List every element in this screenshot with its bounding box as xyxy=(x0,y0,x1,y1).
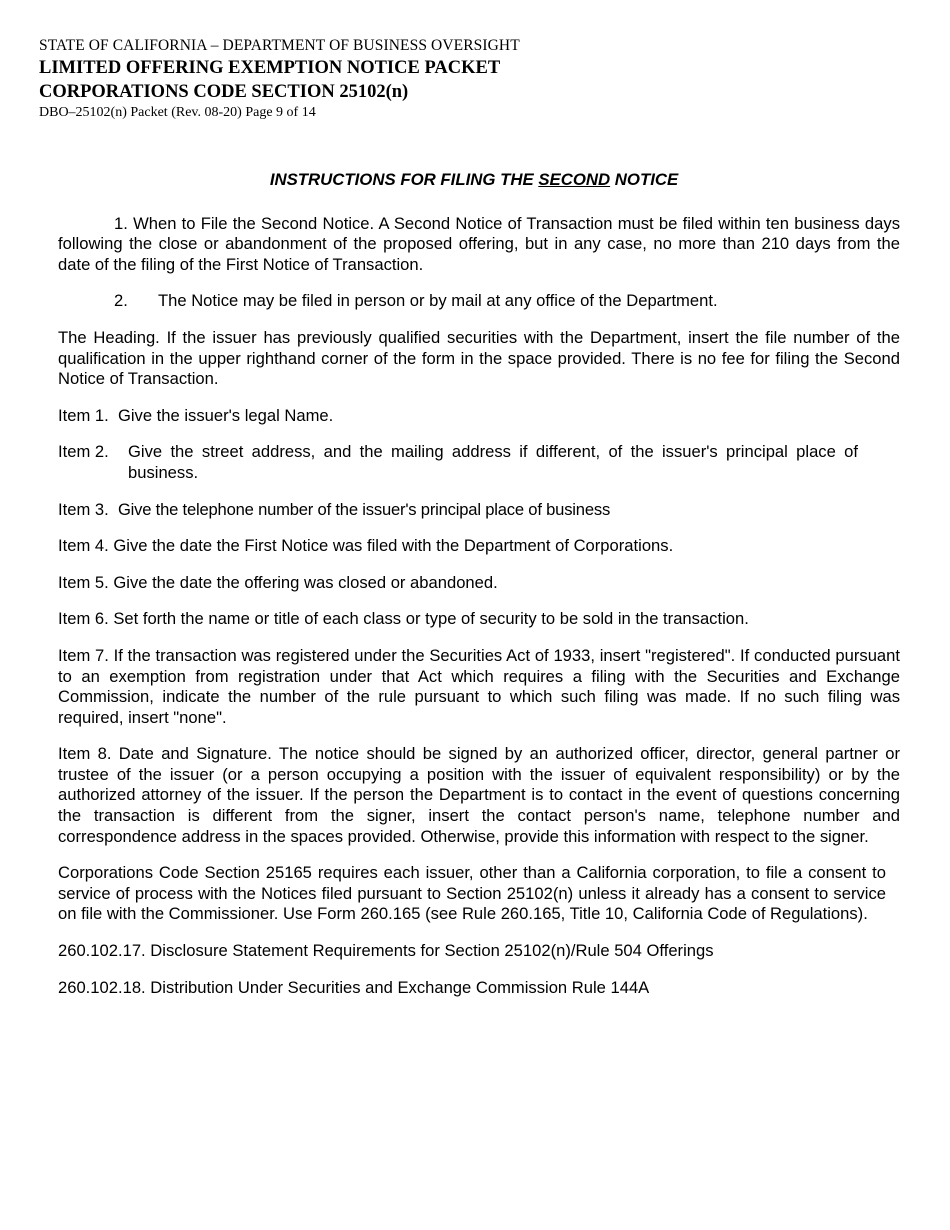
when-to-file-paragraph: 1. When to File the Second Notice. A Second Notice of Transaction must be filed within ten business days following the close or abandonment of the proposed offering, but in any case, no more than 210 days from the date of the filing of the First Notice of Transaction. xyxy=(58,213,900,274)
item-3-label: Item 3. xyxy=(58,499,118,519)
code-section-title: CORPORATIONS CODE SECTION 25102(n) xyxy=(39,82,409,102)
document-header xyxy=(39,36,739,122)
item-8: Item 8. Date and Signature. The notice should be signed by an authorized officer, director, general partner or trustee of the issuer (or a person occupying a position with the issuer of equivalent responsibility) or by the authorized attorney of the issuer. If the person the Department is to contact in the event of questions concerning the transaction is different from the signer, insert the contact person's name, telephone number and correspondence address in the spaces provided. Otherwise, provide this information with respect to the signer. xyxy=(58,744,900,846)
rule-reference-504: 260.102.17. Disclosure Statement Requirements for Section 25102(n)/Rule 504 Offerings xyxy=(58,941,714,961)
filing-method-paragraph xyxy=(58,291,900,312)
section-title-suffix: NOTICE xyxy=(610,170,679,189)
item-3 xyxy=(58,500,900,521)
item-5 xyxy=(58,573,900,594)
section-title-emphasis: SECOND xyxy=(538,170,611,189)
instructions-body xyxy=(58,170,900,998)
packet-title: LIMITED OFFERING EXEMPTION NOTICE PACKET xyxy=(39,58,501,78)
item-4-text: Give the date the First Notice was filed with the Department of Corporations. xyxy=(113,536,674,556)
item-4 xyxy=(58,536,900,557)
item-7: Item 7. If the transaction was registered under the Securities Act of 1933, insert "registered". If conducted pursuant to an exemption from registration under that Act which requires a filing with the Securities and Exchange Commission, indicate the number of the rule pursuant to which such filing was made. If no such filing was required, insert "none". xyxy=(58,645,900,727)
form-reference: DBO–25102(n) Packet (Rev. 08-20) Page 9 of 14 xyxy=(39,105,316,120)
agency-name: STATE OF CALIFORNIA – DEPARTMENT OF BUSINESS OVERSIGHT xyxy=(39,37,520,54)
heading-paragraph: The Heading. If the issuer has previously qualified securities with the Department, insert the file number of the qualification in the upper righthand corner of the form in the space provided. There is no fee for filing the Second Notice of Transaction. xyxy=(58,327,900,389)
item-1 xyxy=(58,406,900,427)
item-3-text: Give the telephone number of the issuer's principal place of business xyxy=(117,499,611,519)
rule-reference-144a: 260.102.18. Distribution Under Securities and Exchange Commission Rule 144A xyxy=(58,977,650,997)
item-2-text: Give the street address, and the mailing address if different, of the issuer's principal place of business. xyxy=(128,442,858,482)
section-title xyxy=(58,170,900,191)
item-1-label: Item 1. xyxy=(58,405,118,425)
item-2 xyxy=(58,442,858,483)
item-5-text: Give the date the offering was closed or abandoned. xyxy=(113,572,498,592)
section-title-prefix: INSTRUCTIONS FOR FILING THE xyxy=(269,170,539,189)
filing-method-text: The Notice may be filed in person or by mail at any office of the Department. xyxy=(158,291,718,311)
paragraph-number: 2. xyxy=(114,291,128,311)
item-6: Item 6. Set forth the name or title of each class or type of security to be sold in the transaction. xyxy=(58,609,749,629)
consent-to-service-paragraph: Corporations Code Section 25165 requires each issuer, other than a California corporation, to file a consent to service of process with the Notices filed pursuant to Section 25102(n) unless it already has a consent to service on file with the Commissioner. Use Form 260.165 (see Rule 260.165, Title 10, California Code of Regulations). xyxy=(58,863,886,924)
item-5-label: Item 5. xyxy=(58,572,114,592)
item-1-text: Give the issuer's legal Name. xyxy=(117,405,334,425)
item-4-label: Item 4. xyxy=(58,536,114,556)
item-2-label: Item 2. xyxy=(58,442,118,462)
